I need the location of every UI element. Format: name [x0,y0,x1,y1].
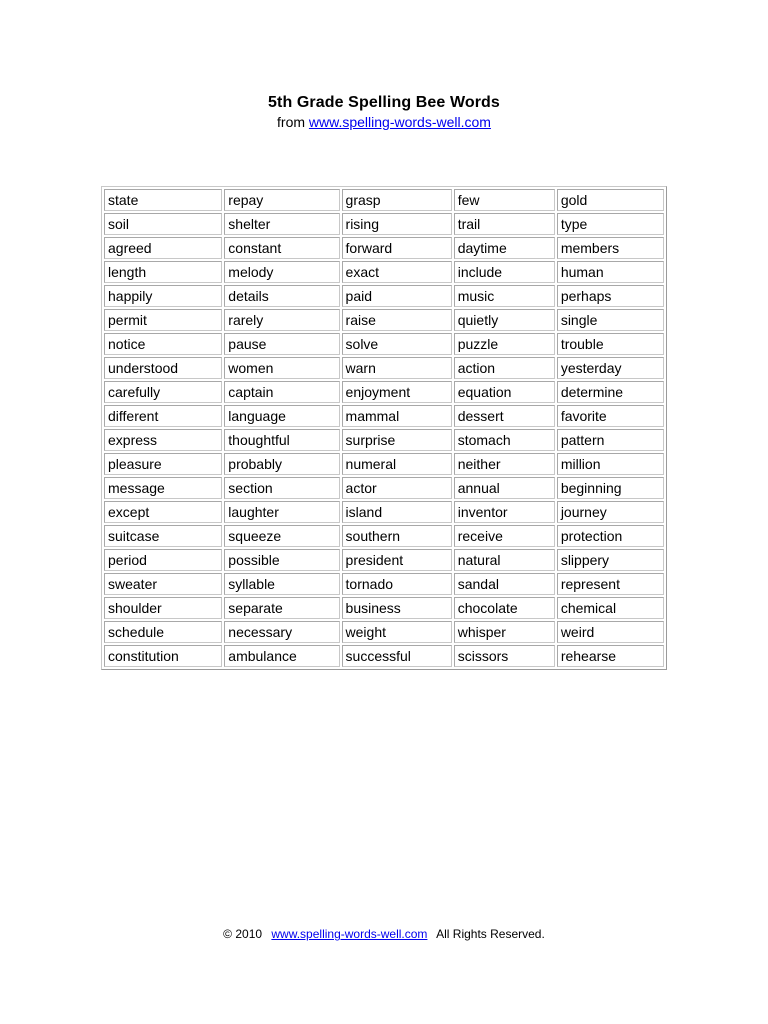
word-cell: period [104,549,222,571]
word-cell: trouble [557,333,664,355]
word-cell: chemical [557,597,664,619]
word-cell: annual [454,477,555,499]
table-row [104,525,664,547]
word-cell: daytime [454,237,555,259]
word-cell: squeeze [224,525,339,547]
word-cell: warn [342,357,452,379]
word-cell: message [104,477,222,499]
word-cell: music [454,285,555,307]
word-cell: beginning [557,477,664,499]
word-table-body [104,189,664,667]
word-cell: carefully [104,381,222,403]
word-cell: weight [342,621,452,643]
word-cell: raise [342,309,452,331]
word-cell: captain [224,381,339,403]
word-cell: quietly [454,309,555,331]
table-row [104,261,664,283]
from-label: from [277,114,306,130]
word-cell: soil [104,213,222,235]
word-cell: length [104,261,222,283]
word-cell: details [224,285,339,307]
word-cell: paid [342,285,452,307]
table-row [104,381,664,403]
word-cell: express [104,429,222,451]
word-cell: forward [342,237,452,259]
word-cell: permit [104,309,222,331]
table-row [104,645,664,667]
word-cell: possible [224,549,339,571]
word-cell: pause [224,333,339,355]
word-cell: business [342,597,452,619]
word-cell: actor [342,477,452,499]
word-cell: inventor [454,501,555,523]
word-cell: represent [557,573,664,595]
word-cell: schedule [104,621,222,643]
word-cell: single [557,309,664,331]
table-row [104,501,664,523]
copyright-text: © 2010 [223,927,263,941]
table-row [104,405,664,427]
word-cell: whisper [454,621,555,643]
word-cell: section [224,477,339,499]
word-cell: action [454,357,555,379]
word-cell: tornado [342,573,452,595]
word-cell: puzzle [454,333,555,355]
word-cell: slippery [557,549,664,571]
word-cell: neither [454,453,555,475]
table-row [104,285,664,307]
page-footer [0,927,768,941]
word-cell: solve [342,333,452,355]
word-cell: rarely [224,309,339,331]
word-cell: melody [224,261,339,283]
word-cell: members [557,237,664,259]
table-row [104,597,664,619]
word-cell: ambulance [224,645,339,667]
footer-link[interactable]: www.spelling-words-well.com [271,927,428,941]
word-cell: million [557,453,664,475]
word-cell: sweater [104,573,222,595]
word-cell: suitcase [104,525,222,547]
word-cell: few [454,189,555,211]
table-row [104,333,664,355]
word-cell: notice [104,333,222,355]
word-cell: exact [342,261,452,283]
table-row [104,309,664,331]
table-row [104,453,664,475]
word-cell: probably [224,453,339,475]
word-cell: rehearse [557,645,664,667]
word-cell: type [557,213,664,235]
word-cell: agreed [104,237,222,259]
word-cell: receive [454,525,555,547]
word-cell: constitution [104,645,222,667]
word-cell: constant [224,237,339,259]
table-row [104,573,664,595]
word-cell: repay [224,189,339,211]
word-cell: island [342,501,452,523]
word-cell: southern [342,525,452,547]
word-cell: state [104,189,222,211]
word-cell: thoughtful [224,429,339,451]
word-cell: grasp [342,189,452,211]
word-cell: favorite [557,405,664,427]
page-subtitle [0,114,768,130]
word-cell: laughter [224,501,339,523]
word-cell: except [104,501,222,523]
word-cell: different [104,405,222,427]
word-cell: protection [557,525,664,547]
word-cell: human [557,261,664,283]
word-cell: women [224,357,339,379]
word-cell: syllable [224,573,339,595]
page-title: 5th Grade Spelling Bee Words [268,94,500,111]
word-cell: president [342,549,452,571]
table-row [104,213,664,235]
word-cell: rising [342,213,452,235]
word-cell: pattern [557,429,664,451]
word-cell: equation [454,381,555,403]
word-cell: weird [557,621,664,643]
word-cell: trail [454,213,555,235]
spelling-word-table [101,186,667,670]
table-row [104,429,664,451]
table-row [104,549,664,571]
source-link[interactable]: www.spelling-words-well.com [308,114,491,130]
word-cell: stomach [454,429,555,451]
word-cell: shoulder [104,597,222,619]
word-cell: numeral [342,453,452,475]
word-cell: scissors [454,645,555,667]
word-cell: happily [104,285,222,307]
table-row [104,189,664,211]
word-cell: include [454,261,555,283]
table-row [104,357,664,379]
word-cell: necessary [224,621,339,643]
word-cell: determine [557,381,664,403]
word-cell: natural [454,549,555,571]
word-cell: separate [224,597,339,619]
table-row [104,237,664,259]
word-cell: successful [342,645,452,667]
word-cell: language [224,405,339,427]
word-cell: yesterday [557,357,664,379]
word-cell: surprise [342,429,452,451]
table-row [104,621,664,643]
table-row [104,477,664,499]
word-cell: dessert [454,405,555,427]
word-cell: perhaps [557,285,664,307]
word-cell: understood [104,357,222,379]
word-cell: chocolate [454,597,555,619]
word-cell: journey [557,501,664,523]
rights-text: All Rights Reserved. [436,927,545,941]
word-cell: pleasure [104,453,222,475]
word-cell: gold [557,189,664,211]
word-cell: sandal [454,573,555,595]
word-cell: enjoyment [342,381,452,403]
word-cell: shelter [224,213,339,235]
word-cell: mammal [342,405,452,427]
